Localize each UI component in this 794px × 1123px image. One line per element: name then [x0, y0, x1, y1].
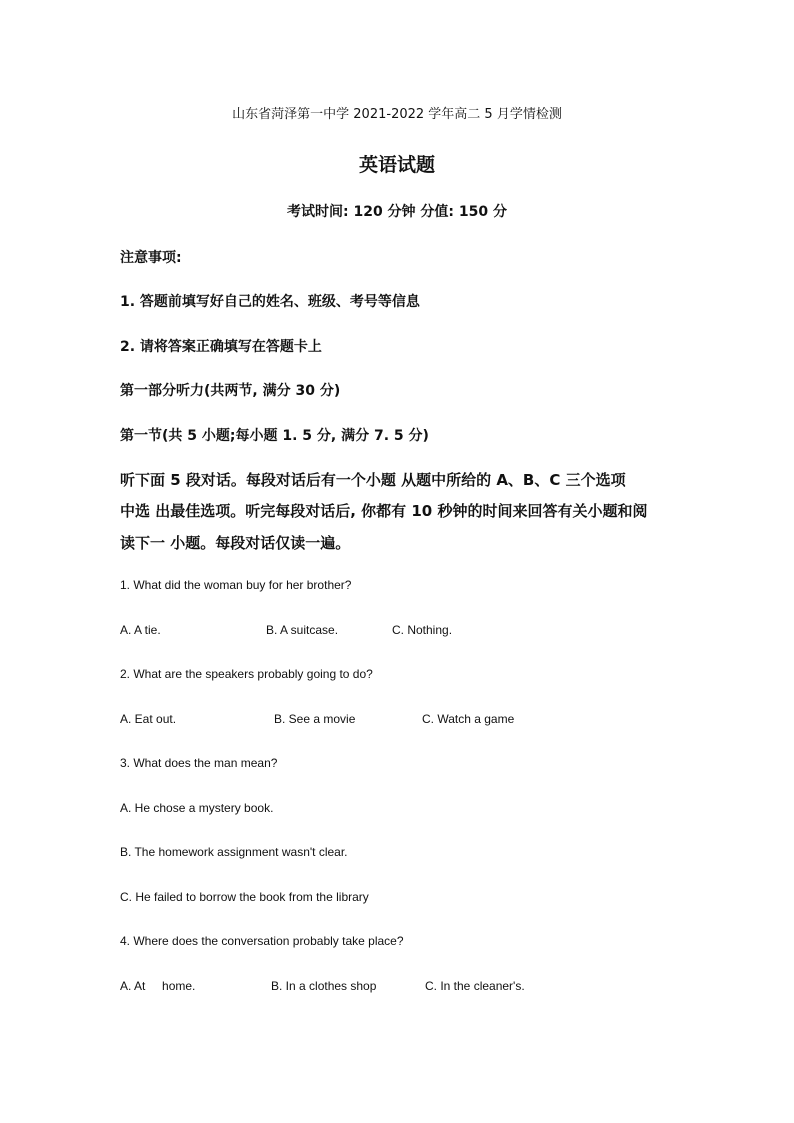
option-a: A. He chose a mystery book.: [120, 801, 274, 815]
option-b: B. A suitcase.: [266, 623, 339, 637]
question-stem: 4. Where does the conversation probably take place?: [120, 934, 404, 948]
instruction-line: 中选 出最佳选项。听完每段对话后, 你都有 10 秒钟的时间来回答有关小题和阅: [120, 502, 648, 520]
part-title: 第一部分听力(共两节, 满分 30 分): [120, 383, 341, 399]
option-c: C. In the cleaner's.: [425, 979, 525, 993]
option-c: C. Nothing.: [392, 623, 453, 637]
instruction-line: 读下一 小题。每段对话仅读一遍。: [120, 534, 351, 552]
instruction-line: 听下面 5 段对话。每段对话后有一个小题 从题中所给的 A、B、C 三个选项: [120, 471, 626, 489]
option-c: C. He failed to borrow the book from the library: [120, 890, 369, 904]
note-item: 2. 请将答案正确填写在答题卡上: [120, 339, 322, 355]
question-stem: 1. What did the woman buy for her brother?: [120, 578, 352, 592]
school-line: 山东省菏泽第一中学 2021-2022 学年高二 5 月学情检测: [232, 107, 562, 122]
option-a: A. A tie.: [120, 623, 161, 637]
note-item: 1. 答题前填写好自己的姓名、班级、考号等信息: [120, 294, 420, 310]
option-b: B. See a movie: [274, 712, 356, 726]
question-stem: 2. What are the speakers probably going to do?: [120, 667, 373, 681]
option-b: B. In a clothes shop: [271, 979, 377, 993]
option-b: B. The homework assignment wasn't clear.: [120, 845, 348, 859]
question-stem: 3. What does the man mean?: [120, 756, 278, 770]
option-c: C. Watch a game: [422, 712, 515, 726]
option-a: A. At home.: [120, 979, 196, 993]
page-title: 英语试题: [358, 154, 435, 176]
option-a: A. Eat out.: [120, 712, 177, 726]
notes-heading: 注意事项:: [120, 250, 182, 266]
section-title: 第一节(共 5 小题;每小题 1. 5 分, 满分 7. 5 分): [120, 428, 429, 444]
time-score-line: 考试时间: 120 分钟 分值: 150 分: [286, 204, 507, 220]
